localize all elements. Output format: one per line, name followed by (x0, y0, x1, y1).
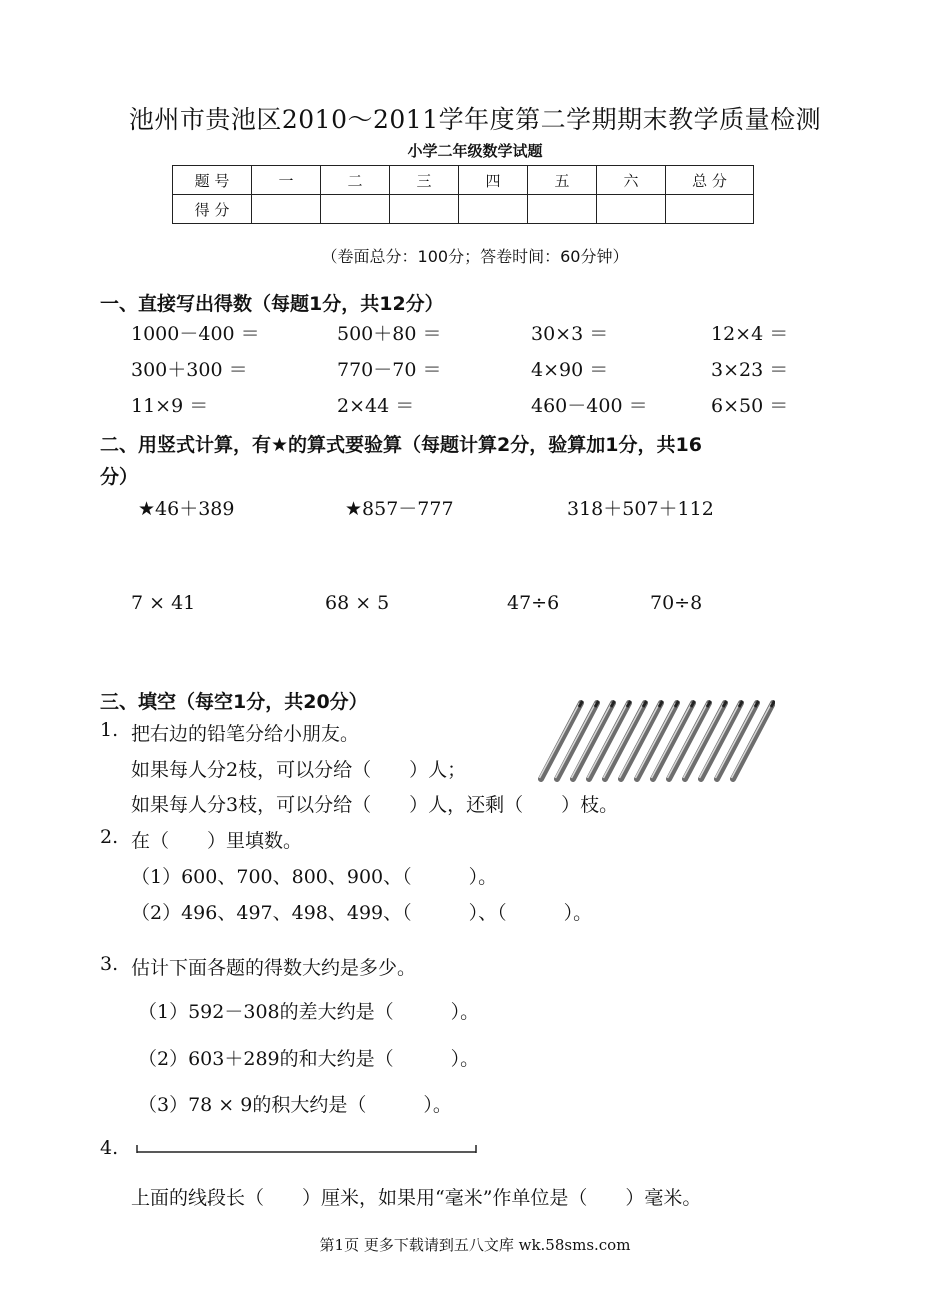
fill-blank-line: （1）592－308的差大约是（ ）。 (138, 1001, 480, 1023)
section2-heading: 二、用竖式计算，有★的算式要验算（每题计算2分，验算加1分，共16 (100, 434, 702, 456)
score-header-cell: 四 (459, 166, 528, 195)
calc-item: 460－400 ＝ (531, 395, 648, 417)
score-header-cell: 三 (390, 166, 459, 195)
score-header-cell: 题 号 (173, 166, 252, 195)
calc-item: 6×50 ＝ (711, 395, 789, 417)
vertical-calc-item: 7 × 41 (131, 592, 196, 614)
vertical-calc-item: ★46＋389 (138, 498, 235, 520)
calc-item: 11×9 ＝ (131, 395, 209, 417)
vertical-calc-item: ★857－777 (345, 498, 454, 520)
section2-heading-cont: 分） (100, 466, 139, 488)
score-cell[interactable] (252, 195, 321, 224)
score-table-header-row (173, 166, 754, 195)
score-header-cell: 总 分 (666, 166, 754, 195)
score-cell[interactable] (597, 195, 666, 224)
question-text: 估计下面各题的得数大约是多少。 (131, 957, 417, 979)
fill-blank-line: （2）496、497、498、499、（ ）、（ ）。 (131, 902, 593, 924)
line-segment-figure (135, 1141, 480, 1155)
fill-blank-line: （1）600、700、800、900、（ ）。 (131, 866, 498, 888)
score-table (172, 165, 754, 224)
exam-note: （卷面总分：100分；答卷时间：60分钟） (321, 247, 629, 266)
question-number: 3. (100, 953, 119, 975)
score-header-cell: 六 (597, 166, 666, 195)
page-footer: 第1页 更多下载请到五八文库 wk.58sms.com (319, 1236, 631, 1254)
question-number: 1. (100, 719, 119, 741)
calc-item: 30×3 ＝ (531, 323, 609, 345)
calc-item: 1000－400 ＝ (131, 323, 260, 345)
fill-blank-line: 如果每人分2枝，可以分给（ ）人； (131, 759, 467, 781)
score-cell[interactable] (459, 195, 528, 224)
vertical-calc-item: 47÷6 (507, 592, 560, 614)
section3-heading: 三、填空（每空1分，共20分） (100, 691, 368, 713)
pencils-illustration (535, 697, 775, 787)
question-text: 在（ ）里填数。 (131, 830, 303, 852)
fill-blank-line: 如果每人分3枝，可以分给（ ）人，还剩（ ）枝。 (131, 794, 619, 816)
score-cell[interactable] (321, 195, 390, 224)
question-number: 2. (100, 826, 119, 848)
score-header-cell: 二 (321, 166, 390, 195)
fill-blank-line: （3）78 × 9的积大约是（ ）。 (138, 1094, 452, 1116)
score-table-score-row (173, 195, 754, 224)
score-cell[interactable] (528, 195, 597, 224)
calc-item: 770－70 ＝ (337, 359, 442, 381)
question-number: 4. (100, 1137, 119, 1159)
section1-heading: 一、直接写出得数（每题1分，共12分） (100, 293, 444, 315)
fill-blank-line: （2）603＋289的和大约是（ ）。 (138, 1048, 480, 1070)
vertical-calc-item: 318＋507＋112 (567, 498, 714, 520)
page-title: 池州市贵池区2010～2011学年度第二学期期末教学质量检测 (128, 105, 822, 134)
vertical-calc-item: 70÷8 (650, 592, 703, 614)
calc-item: 500＋80 ＝ (337, 323, 442, 345)
score-row-label: 得 分 (173, 195, 252, 224)
page-subtitle: 小学二年级数学试题 (407, 142, 543, 160)
score-cell[interactable] (390, 195, 459, 224)
calc-item: 300＋300 ＝ (131, 359, 248, 381)
calc-item: 3×23 ＝ (711, 359, 789, 381)
calc-item: 12×4 ＝ (711, 323, 789, 345)
score-header-cell: 五 (528, 166, 597, 195)
calc-item: 2×44 ＝ (337, 395, 415, 417)
score-header-cell: 一 (252, 166, 321, 195)
score-cell[interactable] (666, 195, 754, 224)
question-text: 把右边的铅笔分给小朋友。 (131, 723, 360, 745)
calc-item: 4×90 ＝ (531, 359, 609, 381)
fill-blank-line: 上面的线段长（ ）厘米，如果用“毫米”作单位是（ ）毫米。 (131, 1187, 702, 1209)
vertical-calc-item: 68 × 5 (325, 592, 390, 614)
